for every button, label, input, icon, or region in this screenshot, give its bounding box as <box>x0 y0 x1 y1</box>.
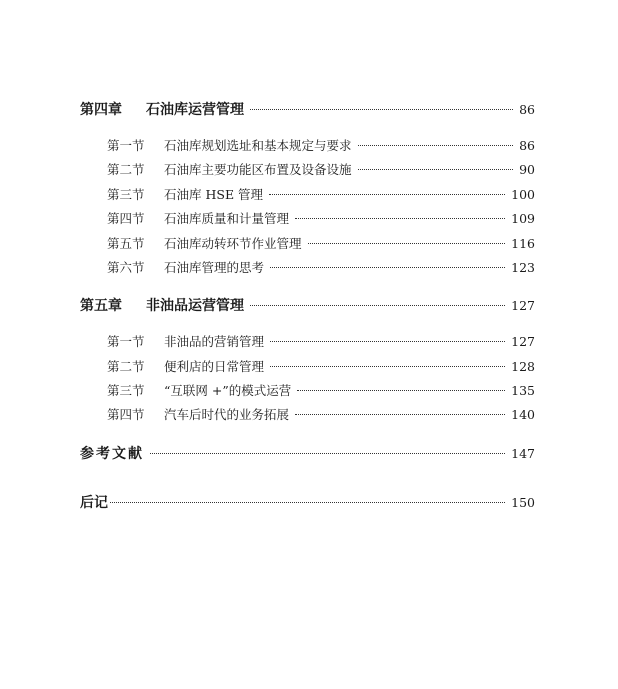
section-number: 第六节 <box>107 260 145 275</box>
section-number: 第一节 <box>107 334 145 349</box>
section-title: 非油品的营销管理 <box>164 334 265 349</box>
dot-leader <box>270 366 505 367</box>
dot-leader <box>269 194 505 195</box>
section-number: 第二节 <box>107 359 145 374</box>
toc-section[interactable] <box>80 381 535 399</box>
chapter-title: 参考文献 <box>80 446 144 462</box>
section-title: 汽车后时代的业务拓展 <box>164 407 290 422</box>
page-number: 127 <box>511 298 535 313</box>
dot-leader <box>250 305 505 306</box>
toc-afterword[interactable] <box>80 492 535 512</box>
page-number: 116 <box>511 236 535 251</box>
toc-chapter-5[interactable] <box>80 295 535 315</box>
chapter-title: 后记 <box>80 495 108 511</box>
toc-section[interactable] <box>80 234 535 252</box>
section-number: 第一节 <box>107 138 145 153</box>
dot-leader <box>358 169 514 170</box>
section-title: “互联网 +”的模式运营 <box>164 383 292 398</box>
section-number: 第三节 <box>107 187 145 202</box>
dot-leader <box>295 414 505 415</box>
dot-leader <box>358 145 514 146</box>
toc-section[interactable] <box>80 357 535 375</box>
page-number: 100 <box>511 187 535 202</box>
dot-leader <box>270 267 505 268</box>
page-number: 86 <box>519 102 535 117</box>
section-number: 第四节 <box>107 211 145 226</box>
section-title: 石油库主要功能区布置及设备设施 <box>164 162 352 177</box>
chapter-number: 第五章 <box>80 298 122 314</box>
section-title: 石油库质量和计量管理 <box>164 211 290 226</box>
section-number: 第二节 <box>107 162 145 177</box>
section-title: 石油库管理的思考 <box>164 260 265 275</box>
toc-section[interactable] <box>80 209 535 227</box>
section-number: 第五节 <box>107 236 145 251</box>
dot-leader <box>250 109 513 110</box>
page-number: 147 <box>511 446 535 461</box>
chapter-title: 非油品运营管理 <box>146 298 244 314</box>
section-title: 石油库 HSE 管理 <box>164 187 264 202</box>
section-number: 第四节 <box>107 407 145 422</box>
dot-leader <box>150 453 505 454</box>
toc-references[interactable] <box>80 443 535 463</box>
page-number: 86 <box>519 138 535 153</box>
toc-section[interactable] <box>80 160 535 178</box>
toc-section[interactable] <box>80 332 535 350</box>
chapter-number: 第四章 <box>80 102 122 118</box>
page-number: 135 <box>511 383 535 398</box>
dot-leader <box>270 341 505 342</box>
page-number: 109 <box>511 211 535 226</box>
section-title: 石油库规划选址和基本规定与要求 <box>164 138 352 153</box>
toc-section[interactable] <box>80 136 535 154</box>
section-title: 石油库动转环节作业管理 <box>164 236 302 251</box>
section-number: 第三节 <box>107 383 145 398</box>
dot-leader <box>308 243 506 244</box>
page-number: 150 <box>511 495 535 510</box>
dot-leader <box>297 390 505 391</box>
section-title: 便利店的日常管理 <box>164 359 265 374</box>
toc-section[interactable] <box>80 405 535 423</box>
page-number: 123 <box>511 260 535 275</box>
page-number: 127 <box>511 334 535 349</box>
toc-chapter-4[interactable] <box>80 99 535 119</box>
toc-section[interactable] <box>80 185 535 203</box>
page-number: 140 <box>511 407 535 422</box>
toc-section[interactable] <box>80 258 535 276</box>
page-number: 128 <box>511 359 535 374</box>
page-number: 90 <box>519 162 535 177</box>
chapter-title: 石油库运营管理 <box>146 102 244 118</box>
dot-leader <box>295 218 505 219</box>
dot-leader <box>110 502 505 503</box>
